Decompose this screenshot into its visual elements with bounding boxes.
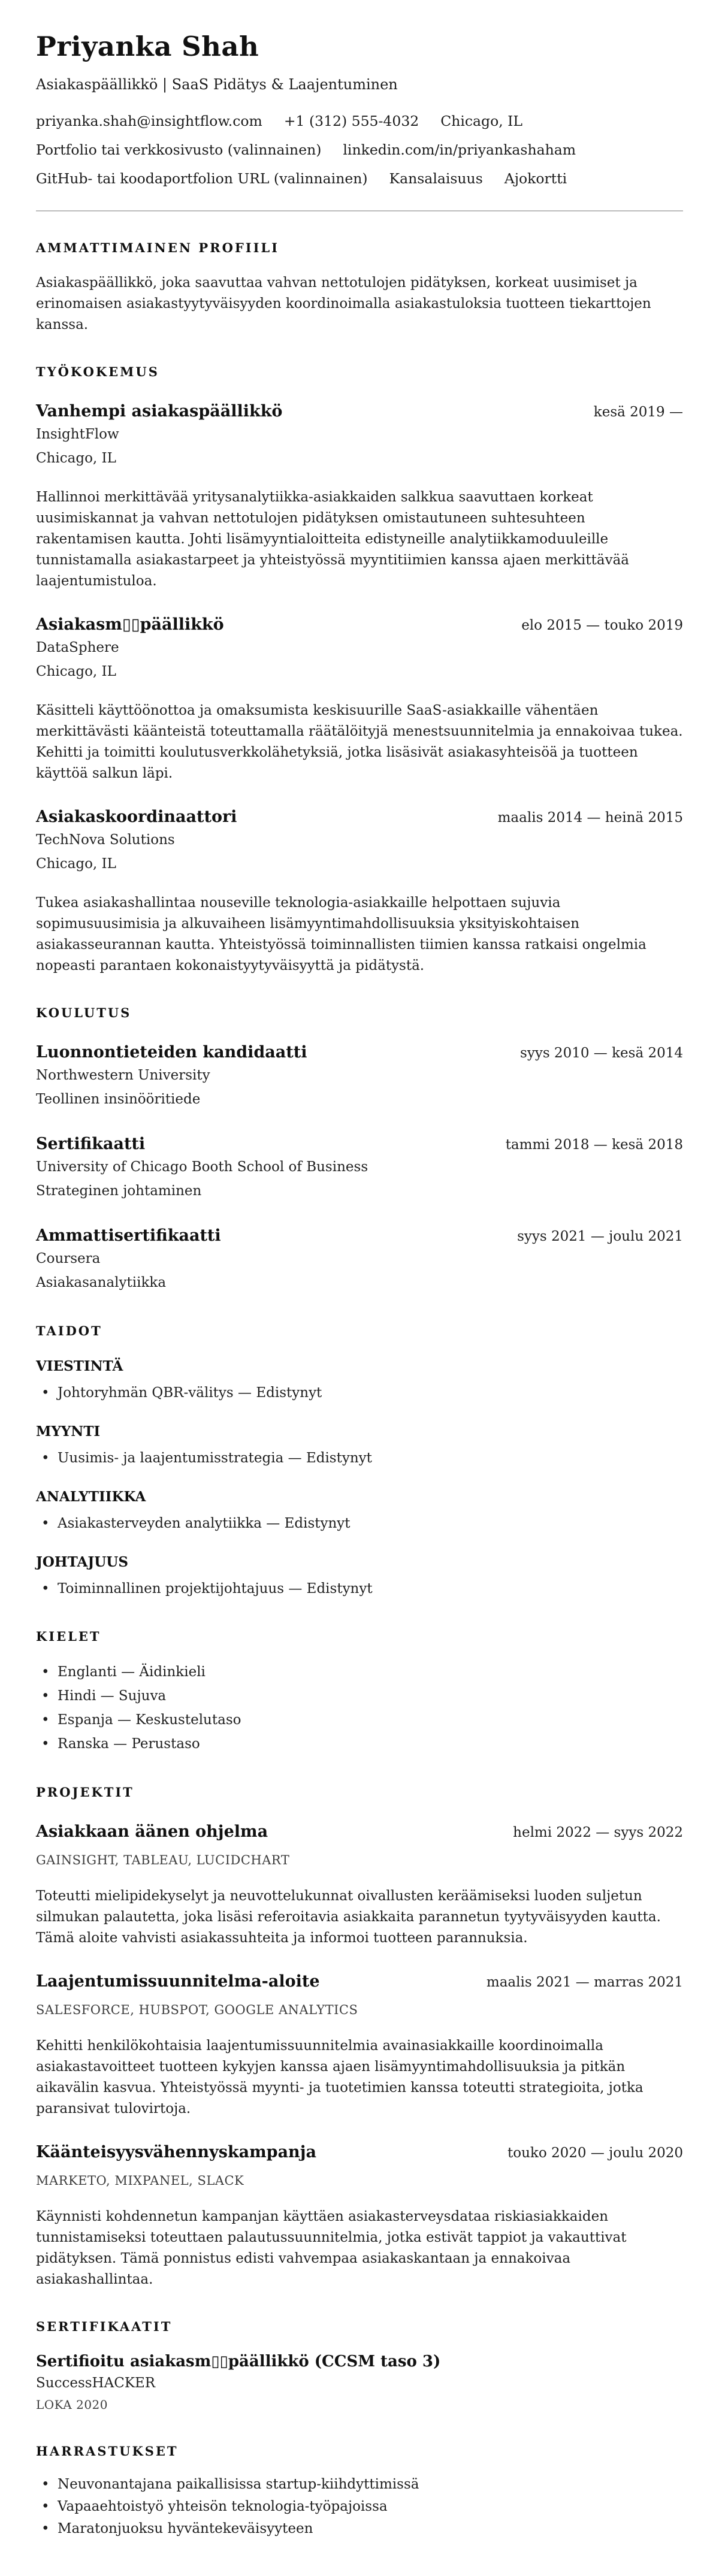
section-heading-languages: KIELET	[36, 1628, 101, 1644]
list-item: • Maratonjuoksu hyväntekeväisyyteen	[36, 2518, 683, 2540]
certification-date: LOKA 2020	[36, 2397, 108, 2412]
section-heading-hobbies: HARRASTUKSET	[36, 2443, 179, 2459]
job-entry	[36, 615, 683, 784]
project-entry-header	[36, 1822, 683, 1843]
school-name: Northwestern University	[36, 1067, 210, 1083]
skill-list	[36, 1382, 683, 1404]
contact-row-3	[36, 170, 683, 188]
project-description: Kehitti henkilökohtaisia laajentumissuunnitelmia avainasiakkaille koordinoimalla asiakastavoitteet tuotteen kykyjen kanssa ajaen lisämyyntimahdollisuuksia ja pitkän aikavälin kasvua. Yhteistyössä myynti- ja tuotetimien kanssa toteutti strategioita, jotka paransivat tulovirtoja.	[36, 2037, 644, 2117]
project-entry	[36, 1822, 683, 1949]
certification-title: Sertifioitu asiakasm▯▯päällikkö (CCSM taso 3)	[36, 2352, 441, 2371]
email-text: priyanka.shah@insightflow.com	[36, 112, 262, 129]
job-title: Asiakaskoordinaattori	[36, 807, 237, 826]
section-heading-experience: TYÖKOKEMUS	[36, 364, 159, 379]
certification-entry	[36, 2351, 683, 2415]
job-description: Hallinnoi merkittävää yritysanalytiikka-asiakkaiden salkkua saavuttaen korkeat uusimiskannat ja vahvan nettotulojen pidätyksen omistautuneen suhtesuhteen rakentamisen kautta. Johti lisämyyntialoitteita edistyneille analytiikkamoduuleille tunnistamalla asiakastarpeet ja yhteistyössä myyntitiimien kanssa ajaen merkittävää laajentumistuloa.	[36, 489, 629, 589]
school-name: University of Chicago Booth School of Business	[36, 1159, 368, 1175]
skill-category-name: MYYNTI	[36, 1423, 101, 1440]
job-entry-header	[36, 807, 683, 828]
list-item: • Toiminnallinen projektijohtajuus — Edistynyt	[36, 1578, 683, 1600]
list-item: • Vapaaehtoistyö yhteisön teknologia-työpajoissa	[36, 2496, 683, 2518]
certification-org: SuccessHACKER	[36, 2375, 156, 2391]
job-entry	[36, 807, 683, 976]
section-experience	[36, 364, 683, 976]
section-hobbies	[36, 2444, 683, 2540]
field-of-study: Teollinen insinööritiede	[36, 1091, 201, 1107]
citizenship-text: Kansalaisuus	[389, 170, 483, 187]
skill-list	[36, 1578, 683, 1600]
contact-block	[36, 112, 683, 188]
project-title: Laajentumissuunnitelma-aloite	[36, 1972, 320, 1991]
portfolio-text: Portfolio tai verkkosivusto (valinnainen)	[36, 141, 322, 158]
job-dates: elo 2015 — touko 2019	[521, 617, 683, 633]
section-education	[36, 1005, 683, 1295]
hobby-list	[36, 2474, 683, 2540]
education-entry	[36, 1226, 683, 1295]
resume-header	[36, 31, 683, 188]
project-entry	[36, 2142, 683, 2290]
education-entry	[36, 1042, 683, 1111]
degree-title: Ammattisertifikaatti	[36, 1226, 221, 1245]
section-certifications	[36, 2319, 683, 2415]
linkedin-text: linkedin.com/in/priyankashaham	[343, 141, 576, 158]
project-dates: helmi 2022 — syys 2022	[513, 1824, 683, 1840]
skill-category	[36, 1489, 683, 1535]
language-list	[36, 1660, 683, 1756]
contact-row-1	[36, 112, 683, 130]
education-entry-header	[36, 1134, 683, 1155]
list-item: • Espanja — Keskustelutaso	[36, 1708, 683, 1732]
education-dates: tammi 2018 — kesä 2018	[505, 1136, 683, 1153]
project-dates: maalis 2021 — marras 2021	[486, 1974, 683, 1990]
job-description: Tukea asiakashallintaa nouseville teknologia-asiakkaille helpottaen sujuvia sopimusuusimisia ja alkuvaiheen lisämyyntimahdollisuuksia yksityiskohtaisen asiakasseurannan kautta. Yhteistyössä toiminnallisten tiimien kanssa ratkaisi ongelmia nopeasti parantaen kokonaistyytyväisyyttä ja pidätystä.	[36, 894, 647, 973]
list-item: • Ranska — Perustaso	[36, 1732, 683, 1756]
job-entry	[36, 401, 683, 592]
headline: Asiakaspäällikkö | SaaS Pidätys & Laajentuminen	[36, 75, 398, 93]
education-dates: syys 2021 — joulu 2021	[517, 1228, 683, 1244]
license-text: Ajokortti	[504, 170, 567, 187]
section-skills	[36, 1323, 683, 1600]
job-title: Asiakasm▯▯päällikkö	[36, 615, 224, 634]
job-company: InsightFlow	[36, 426, 119, 442]
skill-category-name: VIESTINTÄ	[36, 1357, 123, 1374]
skill-category-name: ANALYTIIKKA	[36, 1488, 146, 1505]
project-description: Käynnisti kohdennetun kampanjan käyttäen asiakasterveysdataa riskiasiakkaiden tunnistamiseksi toteuttaen palautussuunnitelmia, jotka estivät tappiot ja vakauttivat pidätyksen. Tämä ponnistus edisti vahvempaa asiakaskantaan ja ennakoivaa asiakashallintaa.	[36, 2208, 627, 2287]
job-location: Chicago, IL	[36, 450, 116, 466]
profile-summary: Asiakaspäällikkö, joka saavuttaa vahvan nettotulojen pidätyksen, korkeat uusimiset ja erinomaisen asiakastyytyväisyyden koordinoimalla asiakastuloksia tuotteen tiekarttojen kanssa.	[36, 274, 651, 332]
education-entry-header	[36, 1226, 683, 1247]
skill-category	[36, 1358, 683, 1404]
job-location: Chicago, IL	[36, 663, 116, 679]
job-dates: kesä 2019 —	[593, 404, 683, 420]
header-divider	[36, 210, 683, 211]
degree-title: Luonnontieteiden kandidaatti	[36, 1042, 307, 1062]
skill-list	[36, 1513, 683, 1535]
list-item: • Johtoryhmän QBR-välitys — Edistynyt	[36, 1382, 683, 1404]
section-profile	[36, 240, 683, 335]
project-description: Toteutti mielipidekyselyt ja neuvottelukunnat oivallusten keräämiseksi luoden suljetun silmukan palautetta, joka lisäsi referoitavia asiakkaita parannetun tyytyväisyyden kautta. Tämä aloite vahvisti asiakassuhteita ja informoi tuotteen parannuksia.	[36, 1888, 661, 1946]
project-entry-header	[36, 2142, 683, 2163]
list-item: • Englanti — Äidinkieli	[36, 1660, 683, 1684]
degree-title: Sertifikaatti	[36, 1134, 146, 1153]
project-tools: SALESFORCE, HUBSPOT, GOOGLE ANALYTICS	[36, 2002, 358, 2017]
contact-row-2	[36, 141, 683, 159]
phone-text: +1 (312) 555-4032	[283, 112, 419, 129]
education-entry	[36, 1134, 683, 1203]
job-dates: maalis 2014 — heinä 2015	[497, 809, 683, 826]
project-title: Asiakkaan äänen ohjelma	[36, 1822, 268, 1841]
section-heading-skills: TAIDOT	[36, 1323, 102, 1338]
field-of-study: Strateginen johtaminen	[36, 1183, 202, 1199]
education-entry-header	[36, 1042, 683, 1063]
section-languages	[36, 1629, 683, 1756]
section-heading-profile: AMMATTIMAINEN PROFIILI	[36, 240, 280, 255]
list-item: • Uusimis- ja laajentumisstrategia — Edistynyt	[36, 1447, 683, 1470]
section-heading-education: KOULUTUS	[36, 1005, 132, 1020]
section-heading-projects: PROJEKTIT	[36, 1784, 134, 1800]
project-title: Käänteisyysvähennyskampanja	[36, 2142, 316, 2161]
project-entry	[36, 1972, 683, 2120]
job-location: Chicago, IL	[36, 855, 116, 872]
job-title: Vanhempi asiakaspäällikkö	[36, 401, 283, 421]
list-item: • Neuvonantajana paikallisissa startup-kiihdyttimissä	[36, 2474, 683, 2496]
location-text: Chicago, IL	[440, 112, 523, 129]
field-of-study: Asiakasanalytiikka	[36, 1274, 167, 1290]
project-tools: MARKETO, MIXPANEL, SLACK	[36, 2173, 244, 2188]
job-description: Käsitteli käyttöönottoa ja omaksumista keskisuurille SaaS-asiakkaille vähentäen merkittävästi käänteistä toteuttamalla räätälöityjä menestsuunnitelmia ja ennakoivaa tukea. Kehitti ja toimitti koulutusverkkolähetyksiä, jotka lisäsivät asiakasyhteisöä ja tuotteen käyttöä salkun läpi.	[36, 702, 683, 781]
job-company: TechNova Solutions	[36, 832, 175, 848]
job-company: DataSphere	[36, 639, 119, 655]
person-name: Priyanka Shah	[36, 31, 259, 62]
school-name: Coursera	[36, 1250, 101, 1266]
job-entry-header	[36, 615, 683, 636]
skill-list	[36, 1447, 683, 1470]
job-entry-header	[36, 401, 683, 422]
skill-category-name: JOHTAJUUS	[36, 1553, 128, 1570]
skill-category	[36, 1423, 683, 1470]
education-dates: syys 2010 — kesä 2014	[520, 1045, 683, 1061]
skill-category	[36, 1554, 683, 1600]
list-item: • Asiakasterveyden analytiikka — Edistynyt	[36, 1513, 683, 1535]
project-tools: GAINSIGHT, TABLEAU, LUCIDCHART	[36, 1852, 290, 1867]
section-heading-certifications: SERTIFIKAATIT	[36, 2318, 173, 2334]
project-dates: touko 2020 — joulu 2020	[507, 2145, 683, 2161]
project-entry-header	[36, 1972, 683, 1993]
github-text: GitHub- tai koodaportfolion URL (valinnainen)	[36, 170, 368, 187]
section-projects	[36, 1785, 683, 2290]
list-item: • Hindi — Sujuva	[36, 1684, 683, 1708]
